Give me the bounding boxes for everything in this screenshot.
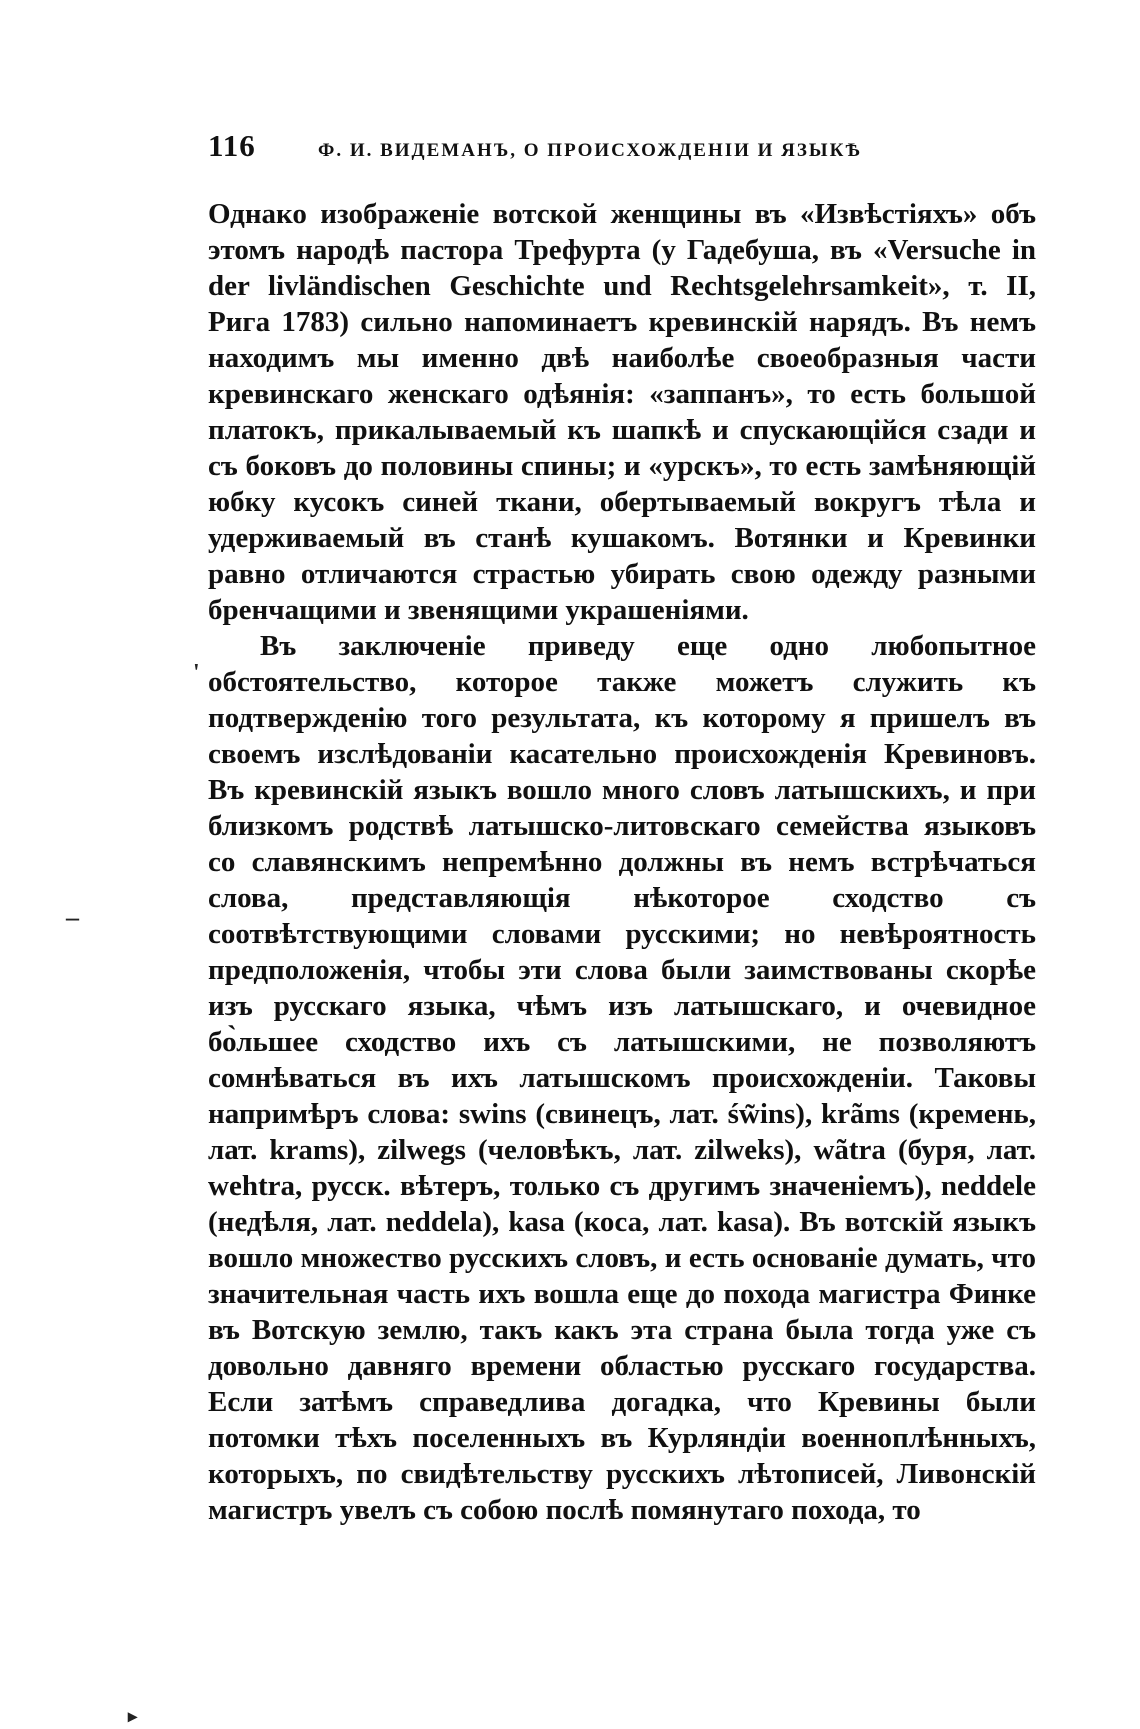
margin-mark: ' xyxy=(193,660,200,686)
page-number: 116 xyxy=(208,128,256,163)
running-head xyxy=(208,128,1038,168)
body-text xyxy=(208,196,1036,1528)
paragraph-1: Однако изображеніе вотской женщины въ «Извѣстіяхъ» объ этомъ народѣ пастора Трефурта (у Гадебуша, въ «Versuche in der livländischen Geschichte und Rechtsgelehrsamkeit», т. II, Рига 1783) сильно напоминаетъ кревинскій нарядъ. Въ немъ находимъ мы именно двѣ наиболѣе своеобразныя части кревинскаго женскаго одѣянія: «заппанъ», то есть большой платокъ, прикалываемый къ шапкѣ и спускающійся сзади и съ боковъ до половины спины; и «урскъ», то есть замѣняющій юбку кусокъ синей ткани, обертываемый вокругъ тѣла и удерживаемый въ станѣ кушакомъ. Вотянки и Кревинки равно отличаются страстью убирать свою одежду разными бренчащими и звенящими украшеніями. xyxy=(208,198,1036,626)
running-title: Ф. И. ВИДЕМАНЪ, О ПРОИСХОЖДЕНІИ И ЯЗЫКѢ xyxy=(318,140,862,161)
paragraph-2: Въ заключеніе приведу еще одно любопытное обстоятельство, которое также можетъ служить къ подтвержденію того результата, къ которому я пришелъ въ своемъ изслѣдованіи касательно происхожденія Кревиновъ. Въ кревинскій языкъ вошло много словъ латышскихъ, и при близкомъ родствѣ латышско-литовскаго семейства языковъ со славянскимъ непремѣнно должны въ немъ встрѣчаться слова, представляющія нѣкоторое сходство съ соотвѣтствующими словами русскими; но невѣроятность предположенія, чтобы эти слова были заимствованы скорѣе изъ русскаго языка, чѣмъ изъ латышскаго, и очевидное бо̀льшее сходство ихъ съ латышскими, не позволяютъ сомнѣваться въ ихъ латышскомъ происхожденіи. Таковы напримѣръ слова: swins (свинецъ, лат. św̃ins), krãms (кремень, лат. krams), zilwegs (человѣкъ, лат. zilweks), wãtra (буря, лат. wehtra, русск. вѣтеръ, только съ другимъ значеніемъ), neddele (недѣля, лат. neddela), kasa (коса, лат. kasa). Въ вотскій языкъ вошло множество русскихъ словъ, и есть основаніе думать, что значительная часть ихъ вошла еще до похода магистра Финке въ Вотскую землю, такъ какъ эта страна была тогда уже съ довольно давняго времени областью русскаго государства. Если затѣмъ справедлива догадка, что Кревины были потомки тѣхъ поселенныхъ въ Курляндіи военноплѣнныхъ, которыхъ, по свидѣтельству русскихъ лѣтописей, Ливонскій магистръ увелъ съ собою послѣ помянутаго похода, то xyxy=(208,630,1036,1526)
margin-mark: ▸ xyxy=(128,1706,138,1726)
margin-mark: – xyxy=(66,903,79,932)
